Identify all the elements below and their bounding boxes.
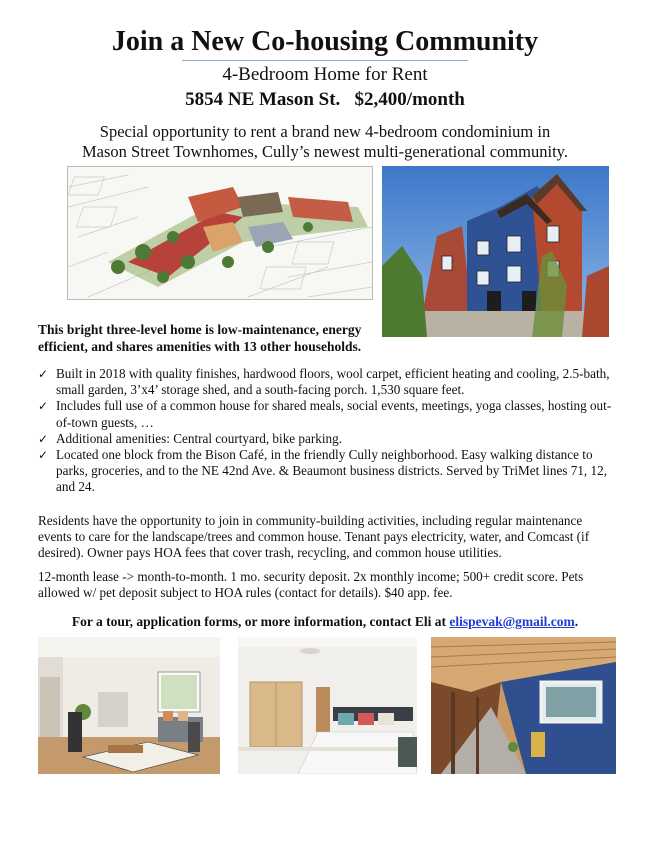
- list-item-text: Additional amenities: Central courtyard, bike parking.: [56, 430, 343, 446]
- exterior-building-photo: [382, 166, 609, 337]
- bedroom-photo: [238, 637, 417, 774]
- list-item: [38, 447, 618, 496]
- intro-text: [40, 122, 610, 162]
- lease-terms-paragraph: 12-month lease -> month-to-month. 1 mo. security deposit. 2x monthly income; 500+ credit score. Pets allowed w/ pet deposit subject to HOA rules (contact for details). $40 app. fee.: [38, 569, 584, 601]
- subtitle: 4-Bedroom Home for Rent: [222, 64, 428, 85]
- list-item: [38, 398, 618, 430]
- community-paragraph: Residents have the opportunity to join in community-building activities, including regular maintenance events to care for the landscape/trees and common house. Tenant pays electricity, water, and Comcast (if desired). Owner pays HOA fees that cover trash, recycling, and common house utilities.: [38, 513, 590, 561]
- intro-line-2: Mason Street Townhomes, Cully’s newest multi-generational community.: [82, 142, 568, 161]
- address-price-line: [0, 89, 650, 111]
- feature-list: [38, 366, 618, 496]
- list-item-text: Located one block from the Bison Café, in the friendly Cully neighborhood. Easy walking distance to parks, groceries, and to the NE 42nd Ave. & Beaumont business districts. Served by TriMet lines 71, 12, and 24.: [56, 447, 608, 495]
- checkmark-icon: ✓: [38, 399, 49, 414]
- list-item-text: Includes full use of a common house for shared meals, social events, meetings, yoga classes, hosting out-of-town guests, …: [56, 398, 612, 430]
- list-item: [38, 366, 618, 398]
- porch-walkway-photo: [431, 637, 616, 774]
- intro-line-1: Special opportunity to rent a brand new 4-bedroom condominium in: [99, 122, 551, 141]
- list-item: [38, 431, 618, 447]
- contact-line: [0, 614, 650, 630]
- price: $2,400/month: [354, 89, 465, 110]
- checkmark-icon: ✓: [38, 448, 49, 463]
- lead-statement: This bright three-level home is low-maintenance, energy efficient, and shares amenities with 13 other households.: [38, 322, 362, 354]
- contact-text: For a tour, application forms, or more information, contact Eli at: [71, 614, 446, 629]
- page-title: Join a New Co-housing Community: [111, 26, 539, 57]
- checkmark-icon: ✓: [38, 431, 49, 446]
- list-item-text: Built in 2018 with quality finishes, hardwood floors, wool carpet, efficient heating and cooling, 2.5-bath, small garden, 3’x4’ storage shed, and a south-facing porch. 1,530 square feet.: [56, 366, 610, 398]
- site-plan-sketch-image: [67, 166, 373, 300]
- checkmark-icon: ✓: [38, 367, 49, 381]
- living-room-photo: [38, 637, 220, 774]
- address: 5854 NE Mason St.: [185, 89, 341, 110]
- title-divider: [182, 60, 468, 61]
- email-link[interactable]: elispevak@gmail.com: [449, 614, 575, 629]
- contact-end: .: [574, 614, 579, 629]
